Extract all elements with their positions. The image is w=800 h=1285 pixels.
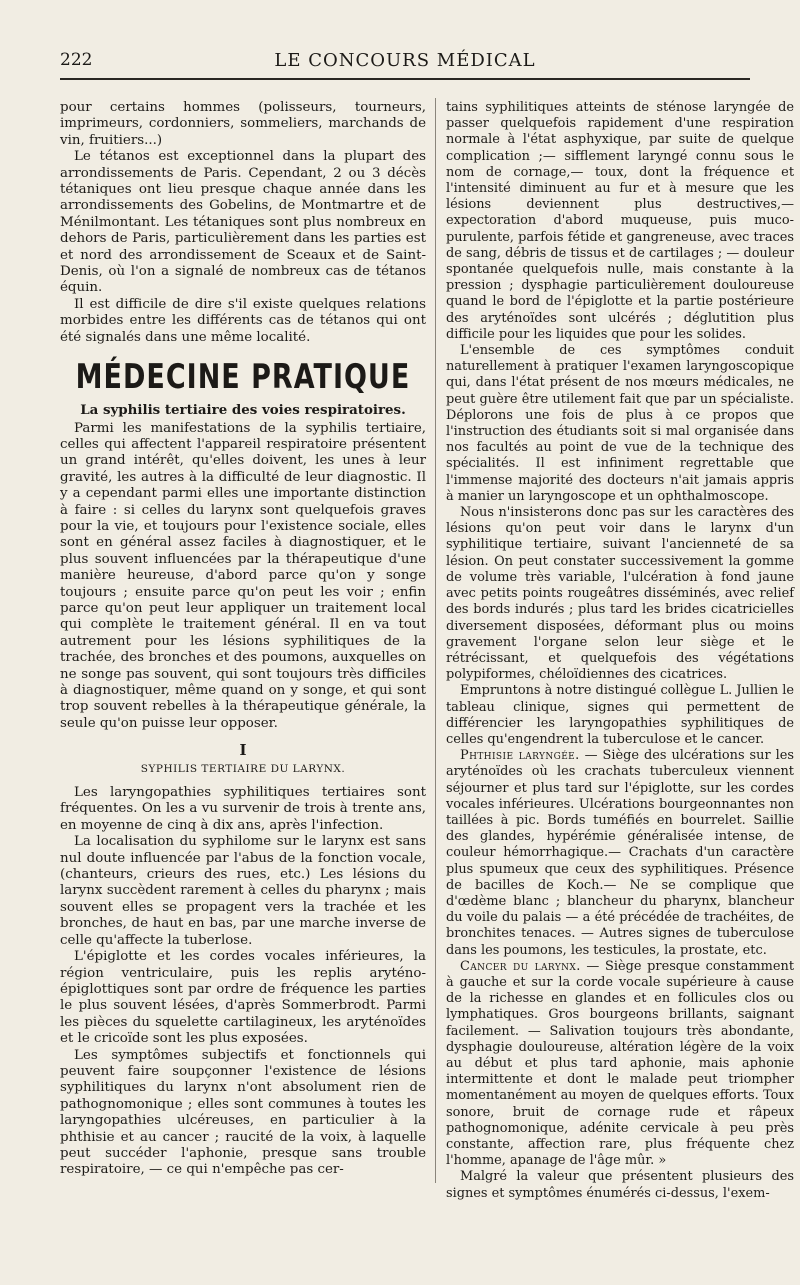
- left-column: [60, 100, 426, 1179]
- paragraph: [446, 748, 794, 959]
- paragraph: Malgré la valeur que présentent plusieurs des signes et symptômes énumérés ci-dessus, l'exem-: [446, 1169, 794, 1201]
- paragraph: tains syphilitiques atteints de sténose laryngée de passer quelquefois rapidement d'une respiration normale à l'état asphyxique, par suite de quelque complication ;— sifflement laryngé connu sous le nom de cornage,— toux, dont la fréquence et l'intensité diminuent au fur et à mesure que les lésions deviennent plus destructives,— expectoration d'abord muqueuse, puis muco-purulente, parfois fétide et gangreneuse, avec traces de sang, débris de tissus et de cartilages ; — douleur spontanée quelquefois nulle, mais constante à la pression ; dysphagie particulièrement douloureuse quand le bord de l'épiglotte et la partie postérieure des aryténoïdes sont ulcérés ; déglutition plus difficile pour les liquides que pour les solides.: [446, 100, 794, 342]
- paragraph: L'épiglotte et les cordes vocales inférieures, la région ventriculaire, puis les replis aryténo-épiglottiques sont par ordre de fréquence les parties le plus souvent lésées, d'après Sommerbrodt. Parmi les pièces du squelette cartilagineux, les aryténoïdes et le cricoïde sont les plus exposées.: [60, 949, 426, 1047]
- paragraph: Nous n'insisterons donc pas sur les caractères des lésions qu'on peut voir dans le larynx d'un syphilitique tertiaire, suivant l'ancienneté de sa lésion. On peut constater successivement la gomme de volume très variable, l'ulcération à fond jaune avec petits points rougeâtres disséminés, avec relief des bords indurés ; plus tard les brides cicatricielles diversement disposées, déformant plus ou moins gravement l'organe selon leur siège et le rétrécissant, et quelquefois des végétations polypiformes, chéloïdiennes des cicatrices.: [446, 505, 794, 683]
- paragraph: Les laryngopathies syphilitiques tertiaires sont fréquentes. On les a vu survenir de trois à trente ans, en moyenne de cinq à dix ans, après l'infection.: [60, 785, 426, 833]
- paragraph: L'ensemble de ces symptômes conduit naturellement à pratiquer l'examen laryngoscopique qui, dans l'état présent de nos mœurs médicales, ne peut guère être utilement fait que par un spécialiste. Déplorons une fois de plus à ce propos que l'instruction des étudiants soit si mal organisée dans nos facultés au point de vue de la technique des spécialités. Il est infiniment regrettable que l'immense majorité des docteurs n'ait jamais appris à manier un laryngoscope et un ophthalmoscope.: [446, 343, 794, 504]
- paragraph: [446, 959, 794, 1170]
- section-title: MÉDECINE PRATIQUE: [75, 358, 411, 397]
- paragraph: La localisation du syphilome sur le larynx est sans nul doute influencée par l'abus de la fonction vocale, (chanteurs, crieurs des rues, etc.) Les lésions du larynx succèdent rarement à celles du pharynx ; mais souvent elles se propagent vers la trachée et les bronches, de haut en bas, par une marche inverse de celle qu'affecte la tuberlose.: [60, 834, 426, 948]
- paragraph: Parmi les manifestations de la syphilis tertiaire, celles qui affectent l'appareil respiratoire présentent un grand intérêt, qu'elles doivent, les unes à leur gravité, les autres à la difficulté de leur diagnostic. Il y a cependant parmi elles une importante distinction à faire : si celles du larynx sont quelquefois graves pour la vie, et toujours pour l'existence sociale, elles sont en général assez faciles à diagnostiquer, et le plus souvent influencées par la thérapeutique d'une manière heureuse, d'abord parce qu'on y songe toujours ; ensuite parce qu'on peut les voir ; enfin parce qu'on peut leur appliquer un traitement local qui complète le traitement général. Il en va tout autrement pour les lésions syphilitiques de la trachée, des bronches et des poumons, auxquelles on ne songe pas souvent, qui sont toujours très difficiles à diagnostiquer, même quand on y songe, et qui sont trop souvent rebelles à la thérapeutique générale, la seule qu'on puisse leur opposer.: [60, 420, 426, 731]
- paragraph: Empruntons à notre distingué collègue L. Jullien le tableau clinique, signes qui permettent de différencier les laryngopathies syphilitiques de celles qu'engendrent la tuberculose et le cancer.: [446, 683, 794, 747]
- paragraph: Le tétanos est exceptionnel dans la plupart des arrondissements de Paris. Cependant, 2 ou 3 décès tétaniques ont lieu presque chaque année dans les arrondissements des Gobelins, de Montmartre et de Ménilmontant. Les tétaniques sont plus nombreux en dehors de Paris, particulièrement dans les parties est et nord des arrondissement de Sceaux et de Saint-Denis, où l'on a signalé de nombreux cas de tétanos équin.: [60, 149, 426, 296]
- article-title: La syphilis tertiaire des voies respiratoires.: [80, 402, 406, 419]
- column-divider: [435, 98, 436, 1183]
- page-number: 222: [60, 50, 93, 70]
- run-in-heading: Phthisie laryngée.: [460, 748, 580, 764]
- run-in-heading: Cancer du larynx.: [460, 958, 581, 974]
- right-column: [446, 100, 794, 1202]
- journal-title: LE CONCOURS MÉDICAL: [274, 50, 536, 71]
- chapter-heading: SYPHILIS TERTIAIRE DU LARYNX.: [140, 762, 346, 775]
- page-header: [60, 46, 750, 80]
- paragraph: Les symptômes subjectifs et fonctionnels qui peuvent faire soupçonner l'existence de lésions syphilitiques du larynx n'ont absolument rien de pathognomonique ; elles sont communes à toutes les laryngopathies ulcéreuses, en particulier à la phthisie et au cancer ; raucité de la voix, à laquelle peut succéder l'aphonie, presque sans trouble respiratoire, — ce qui n'empêche pas cer-: [60, 1047, 426, 1178]
- chapter-numeral: I: [239, 741, 247, 760]
- paragraph: pour certains hommes (polisseurs, tourneurs, imprimeurs, cordonniers, sommeliers, marchands de vin, fruitiers...): [60, 100, 426, 148]
- paragraph: Il est difficile de dire s'il existe quelques relations morbides entre les différents cas de tétanos qui ont été signalés dans une même localité.: [60, 296, 426, 345]
- paragraph-text: — Siège presque constamment à gauche et sur la corde vocale supérieure à cause de la richesse en glandes et en follicules clos ou lymphatiques. Gros bourgeons brillants, saignant facilement. — Salivation toujours très abondante, dysphagie douloureuse, altération légère de la voix au début et plus tard aphonie, mais aphonie intermittente et dont le malade peut triompher momentanément au moyen de quelques efforts. Toux sonore, bruit de cornage rude et râpeux pathognomonique, adénite cervicale à peu près constante, affection rare, plus fréquente chez l'homme, apanage de l'âge mûr. »: [446, 958, 794, 1169]
- paragraph-text: — Siège des ulcérations sur les aryténoïdes où les crachats tuberculeux viennent séjourner et plus tard sur l'épiglotte, sur les cordes vocales inférieures. Ulcérations bourgeonnantes non taillées à pic. Bords tuméfiés en bourrelet. Saillie des glandes, hypérémie généralisée intense, de couleur hémorrhagique.— Crachats d'un caractère plus spumeux que ceux des syphilitiques. Présence de bacilles de Koch.— Ne se complique que d'œdème blanc ; blancheur du pharynx, blancheur du voile du palais — a été précédée de trachéites, de bronchites tenaces. — Autres signes de tuberculose dans les poumons, les testicules, la prostate, etc.: [446, 748, 794, 958]
